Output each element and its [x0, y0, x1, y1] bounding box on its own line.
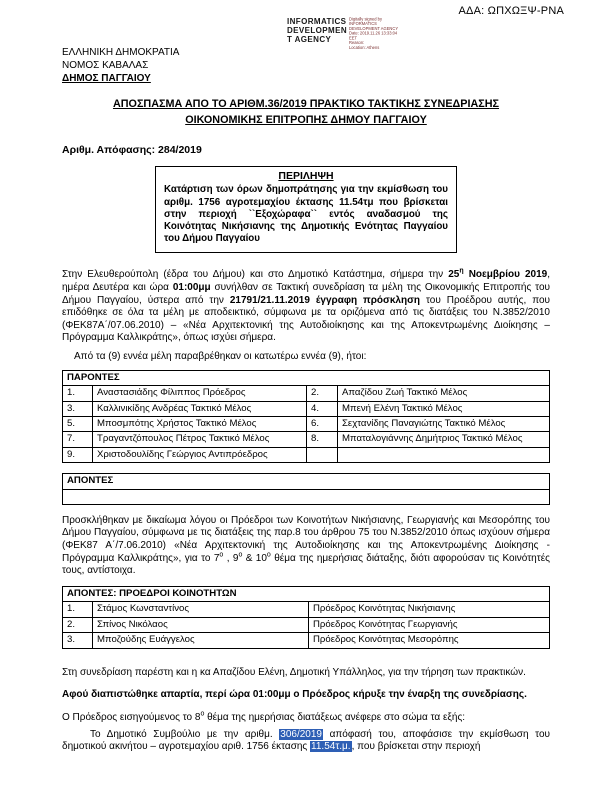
text-run: , που βρίσκεται στην περιοχή: [351, 741, 481, 753]
text-run: θέμα της ημερήσιας διατάξεως ανέφερε στο σώμα τα εξής:: [204, 711, 466, 723]
signature-detail-line: INFORMATICS: [349, 21, 377, 27]
table-row: [63, 417, 550, 432]
text-run: , 9: [223, 552, 239, 564]
table-cell: 3.: [63, 633, 93, 648]
table-cell: [307, 447, 338, 462]
table-cell: 3.: [63, 401, 93, 416]
table-cell: Σπίνος Νικόλαος: [93, 617, 309, 632]
signature-detail-line: Date: 2019.11.26 13:33:04: [349, 31, 398, 36]
table-cell: Απαζίδου Ζωή Τακτικό Μέλος: [338, 386, 550, 401]
table-cell: Τραγαντζόπουλος Πέτρος Τακτικό Μέλος: [93, 432, 307, 447]
signature-agency-line: T AGENCY: [287, 35, 332, 45]
table-header-row: [63, 370, 550, 385]
council-decision-paragraph: [62, 729, 550, 754]
table-cell: Μπενή Ελένη Τακτικό Μέλος: [338, 401, 550, 416]
text-run: & 10: [242, 552, 267, 564]
table-cell: Πρόεδρος Κοινότητας Μεσορόπης: [309, 633, 550, 648]
table-row: [63, 401, 550, 416]
table-cell: 9.: [63, 447, 93, 462]
table-cell: Πρόεδρος Κοινότητας Νικήσιανης: [309, 602, 550, 617]
attendance-paragraph: Από τα (9) εννέα μέλη παραβρέθηκαν οι κατωτέρω εννέα (9), ήτοι:: [74, 351, 367, 363]
authority-line-republic: ΕΛΛΗΝΙΚΗ ΔΗΜΟΚΡΑΤΙΑ: [62, 47, 180, 58]
text-run: Στην Ελευθερούπολη (έδρα του Δήμου) και στο Δημοτικό Κατάστημα, σήμερα την: [62, 269, 449, 281]
signature-detail-line: DEVELOPMENT AGENCY: [349, 26, 399, 31]
text-run: Προσκλήθηκαν με δικαίωμα λόγου οι Πρόεδροι των Κοινοτήτων Νικήσιανης, Γεωργιανής και Μεσορόπης του Δήμου Παγγαίου, σύμφωνα με τις διατάξεις της παρ.8 του άρθρου 75 του Ν.3852/2010 όπως ισχύουν σήμερα (ΦΕΚ87 Α΄/7.06.2010) «Νέα Αρχιτεκτονική της Αυτοδιοίκησης και της Αποκεντρωμένης Διοίκησης - Πρόγραμμα Καλλικράτης», για το 7: [62, 514, 550, 564]
table-row: [63, 447, 550, 462]
issuing-authority-block: [62, 46, 550, 85]
invited-presidents-paragraph: [62, 515, 550, 578]
signature-agency-line: DEVELOPMEN: [287, 26, 348, 36]
table-row: [63, 633, 550, 648]
text-run: ο: [266, 551, 271, 559]
text-run: , ημέρα Δευτέρα και ώρα: [62, 269, 550, 294]
agenda-item-paragraph: [62, 712, 550, 725]
table-cell: 4.: [307, 401, 338, 416]
text-run: Το Δημοτικό Συμβούλιο με την αριθμ.: [90, 728, 280, 740]
table-cell: Χριστοδουλίδης Γεώργιος Αντιπρόεδρος: [93, 447, 307, 462]
table-cell: 8.: [307, 432, 338, 447]
table-cell: Καλλινικίδης Ανδρέας Τακτικό Μέλος: [93, 401, 307, 416]
text-run: ο: [219, 551, 224, 559]
table-cell: 7.: [63, 432, 93, 447]
authority-line-municipality: ΔΗΜΟΣ ΠΑΓΓΑΙΟΥ: [62, 73, 151, 84]
absent-presidents-table-header: ΑΠΟΝΤΕΣ: ΠΡΟΕΔΡΟΙ ΚΟΙΝΟΤΗΤΩΝ: [63, 586, 550, 601]
empty-cell: [63, 489, 550, 504]
document-title-line2: ΟΙΚΟΝΟΜΙΚΗΣ ΕΠΙΤΡΟΠΗΣ ΔΗΜΟΥ ΠΑΓΓΑΙΟΥ: [185, 113, 427, 126]
signature-detail-line: Digitally signed by: [349, 17, 382, 22]
secretary-paragraph: Στη συνεδρίαση παρέστη και η κα Απαζίδου Ελένη, Δημοτική Υπάλληλος, για την τήρηση των πρακτικών.: [62, 666, 526, 678]
quorum-paragraph: Αφού διαπιστώθηκε απαρτία, περί ώρα 01:00μμ ο Πρόεδρος κήρυξε την έναρξη της συνεδρίασης.: [62, 689, 527, 701]
text-run: 01:00μμ: [172, 282, 211, 294]
intro-paragraph: [62, 269, 550, 345]
table-row: [63, 602, 550, 617]
absent-presidents-table: [62, 586, 550, 649]
present-table-header: ΠΑΡΟΝΤΕΣ: [63, 370, 550, 385]
document-title: [62, 97, 550, 128]
table-cell: [338, 447, 550, 462]
table-row: [63, 432, 550, 447]
text-run: συνήλθαν σε Τακτική συνεδρίαση τα μέλη της Οικονομικής Επιτροπής του Δήμου Παγγαίου, ύστερα από την: [62, 282, 550, 306]
document-title-line1: ΑΠΟΣΠΑΣΜΑ ΑΠΟ ΤΟ ΑΡΙΘΜ.36/2019 ΠΡΑΚΤΙΚΟ ΤΑΚΤΙΚΗΣ ΣΥΝΕΔΡΙΑΣΗΣ: [112, 98, 500, 110]
text-run: 306/2019: [280, 728, 322, 740]
table-cell: 2.: [307, 386, 338, 401]
ada-code: ΑΔΑ: ΩΠΧΩΞΨ-ΡΝΑ: [458, 5, 564, 17]
summary-box: [155, 166, 457, 253]
digital-signature-stamp: [287, 17, 437, 51]
table-row: [63, 617, 550, 632]
decision-number: Αριθμ. Απόφασης: 284/2019: [62, 144, 202, 157]
table-cell: Πρόεδρος Κοινότητας Γεωργιανής: [309, 617, 550, 632]
table-row: [63, 386, 550, 401]
table-cell: Μποσμπότης Χρήστος Τακτικό Μέλος: [93, 417, 307, 432]
summary-body: Κατάρτιση των όρων δημοπράτησης για την εκμίσθωση του αριθμ. 1756 αγροτεμαχίου έκτασης 11.54τμ που βρίσκεται στην περιοχή ``Εξοχώραφα`` εντός αναδασμού της Κοινότητας Νικήσιανης της Δημοτικής Ενότητας Παγγαίου του Δήμου Παγγαίου: [164, 184, 448, 245]
text-run: του Προέδρου αυτής, που επιδόθηκε σε όλα τα μέλη με αποδεικτικό, σύμφωνα με τα οριζόμενα από τις διατάξεις του Ν.3852/2010 (ΦΕΚ87Α΄/07.06.2010) – «Νέα Αρχιτεκτονική της Αυτοδιοίκησης και της Αποκεντρωμένης Διοίκησης – Πρόγραμμα Καλλικράτης», όπως ισχύει σήμερα.: [62, 294, 550, 344]
table-cell: 1.: [63, 386, 93, 401]
absent-members-table: [62, 473, 550, 504]
table-cell: Στάμος Κωνσταντίνος: [93, 602, 309, 617]
text-run: Νοεμβρίου 2019: [463, 269, 548, 281]
table-cell: 6.: [307, 417, 338, 432]
signature-detail-line: Location: Athens: [349, 45, 380, 50]
signature-agency-line: INFORMATICS: [287, 17, 347, 26]
table-cell: Μπαταλογιάννης Δημήτριος Τακτικό Μέλος: [338, 432, 550, 447]
present-members-table: [62, 370, 550, 464]
absent-table-header: ΑΠΟΝΤΕΣ: [63, 474, 550, 489]
table-cell: 5.: [63, 417, 93, 432]
text-run: ο: [200, 710, 205, 718]
text-run: η: [459, 268, 464, 276]
text-run: ο: [238, 551, 243, 559]
table-cell: 2.: [63, 617, 93, 632]
table-header-row: [63, 586, 550, 601]
authority-line-prefecture: ΝΟΜΟΣ ΚΑΒΑΛΑΣ: [62, 60, 149, 71]
text-run: θέμα της ημερήσιας διάταξης, διότι αφορούσαν τις Κοινότητές τους, αντίστοιχα.: [62, 552, 550, 577]
table-cell: 1.: [63, 602, 93, 617]
signature-details: [349, 17, 424, 50]
table-cell: Αναστασιάδης Φίλιππος Πρόεδρος: [93, 386, 307, 401]
signature-detail-line: Reason:: [349, 40, 365, 46]
text-run: 25: [448, 269, 460, 281]
text-run: 21791/21.11.2019 έγγραφη πρόσκληση: [229, 294, 421, 306]
summary-title: ΠΕΡΙΛΗΨΗ: [278, 170, 334, 183]
text-run: 11.54τ.μ.: [311, 741, 351, 753]
table-cell: Μποζούδης Ευάγγελος: [93, 633, 309, 648]
text-run: Ο Πρόεδρος εισηγούμενος το 8: [62, 711, 201, 723]
text-run: απόφασή του, αποφάσισε την εκμίσθωση του δημοτικού ακινήτου – αγροτεμαχίου αριθ. 1756 έκτασης: [62, 728, 551, 753]
table-header-row: [63, 474, 550, 489]
signature-detail-line: EET: [349, 35, 357, 41]
table-cell: Σεχτανίδης Παναγιώτης Τακτικό Μέλος: [338, 417, 550, 432]
table-row: [63, 489, 550, 504]
